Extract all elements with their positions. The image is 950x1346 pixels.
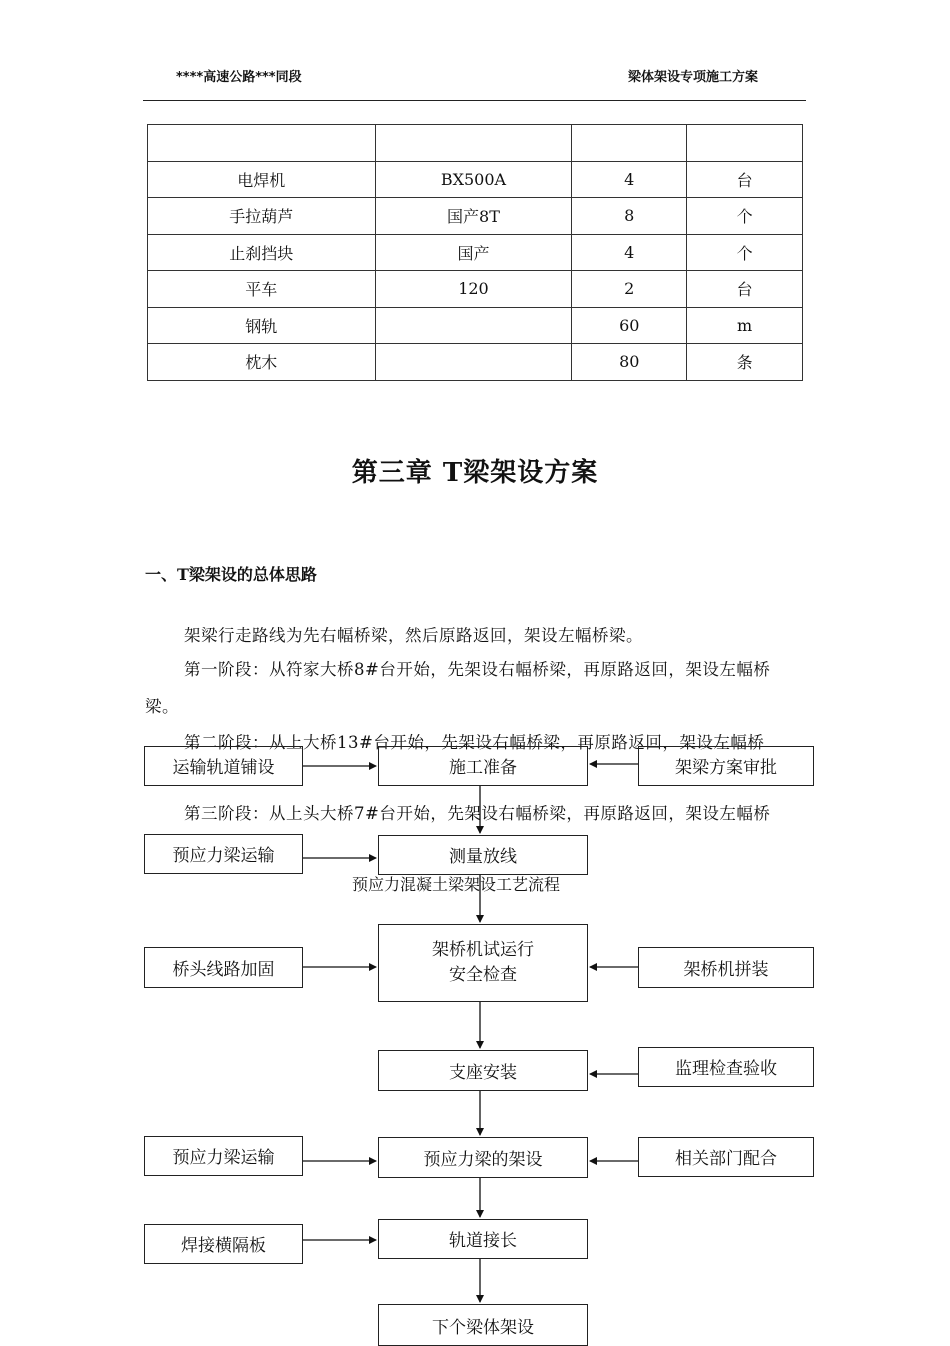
flow-label: 架桥机拼装 <box>683 959 769 980</box>
paragraph-stage-1: 第一阶段：从符家大桥8#台开始，先架设右幅桥梁，再原路返回，架设左幅桥 <box>184 660 771 679</box>
flow-label: 下个梁体架设 <box>432 1317 534 1338</box>
paragraph-route: 架梁行走路线为先右幅桥梁，然后原路返回，架设左幅桥梁。 <box>184 626 643 645</box>
flow-label: 监理检查验收 <box>675 1058 777 1079</box>
flowchart-caption: 预应力混凝土梁架设工艺流程 <box>352 875 561 894</box>
table-cell: 4 <box>572 234 687 271</box>
table-cell: BX500A <box>375 161 572 198</box>
flow-label: 运输轨道铺设 <box>172 757 275 778</box>
paragraph-stage-2: 第二阶段：从上大桥13#台开始，先架设右幅桥梁，再原路返回，架设左幅桥 <box>184 733 765 752</box>
section-title: 一、T梁架设的总体思路 <box>145 565 317 584</box>
table-cell: 国产8T <box>375 198 572 235</box>
table-cell: 个 <box>687 234 803 271</box>
flow-label: 预应力梁运输 <box>172 1147 275 1168</box>
table-cell: 60 <box>572 307 687 344</box>
flow-label: 预应力梁运输 <box>172 845 275 866</box>
paragraph-stage-1-cont: 梁。 <box>145 697 179 716</box>
table-cell: 8 <box>572 198 687 235</box>
table-cell: 4 <box>572 161 687 198</box>
table-cell: 平车 <box>148 271 376 308</box>
table-cell: 止刹挡块 <box>148 234 376 271</box>
flow-label: 施工准备 <box>449 757 517 778</box>
flow-label: 桥头线路加固 <box>172 959 275 980</box>
table-cell: 枕木 <box>148 344 376 381</box>
table-cell: 2 <box>572 271 687 308</box>
table-cell: m <box>687 307 803 344</box>
table-cell: 台 <box>687 161 803 198</box>
flow-label: 预应力梁的架设 <box>423 1149 543 1170</box>
table-cell: 手拉葫芦 <box>148 198 376 235</box>
table-cell: 条 <box>687 344 803 381</box>
table-cell: 钢轨 <box>148 307 376 344</box>
flow-label: 架梁方案审批 <box>675 757 777 778</box>
table-cell: 80 <box>572 344 687 381</box>
flow-label: 相关部门配合 <box>675 1148 777 1169</box>
flow-label: 支座安装 <box>449 1062 517 1083</box>
table-cell: 台 <box>687 271 803 308</box>
flow-label: 架桥机试运行 安全检查 <box>432 939 534 985</box>
table-cell: 国产 <box>375 234 572 271</box>
flow-label: 焊接横隔板 <box>181 1235 266 1256</box>
paragraph-stage-3: 第三阶段：从上头大桥7#台开始，先架设右幅桥梁，再原路返回，架设左幅桥 <box>184 804 771 823</box>
flow-label: 测量放线 <box>449 846 517 867</box>
header-left-text: ****高速公路***同段 <box>176 70 302 85</box>
table-cell: 电焊机 <box>148 161 376 198</box>
table-cell: 120 <box>375 271 572 308</box>
table-cell: 个 <box>687 198 803 235</box>
flow-label: 轨道接长 <box>449 1230 517 1251</box>
chapter-title: 第三章 T梁架设方案 <box>351 458 599 488</box>
header-right-text: 梁体架设专项施工方案 <box>628 70 759 85</box>
